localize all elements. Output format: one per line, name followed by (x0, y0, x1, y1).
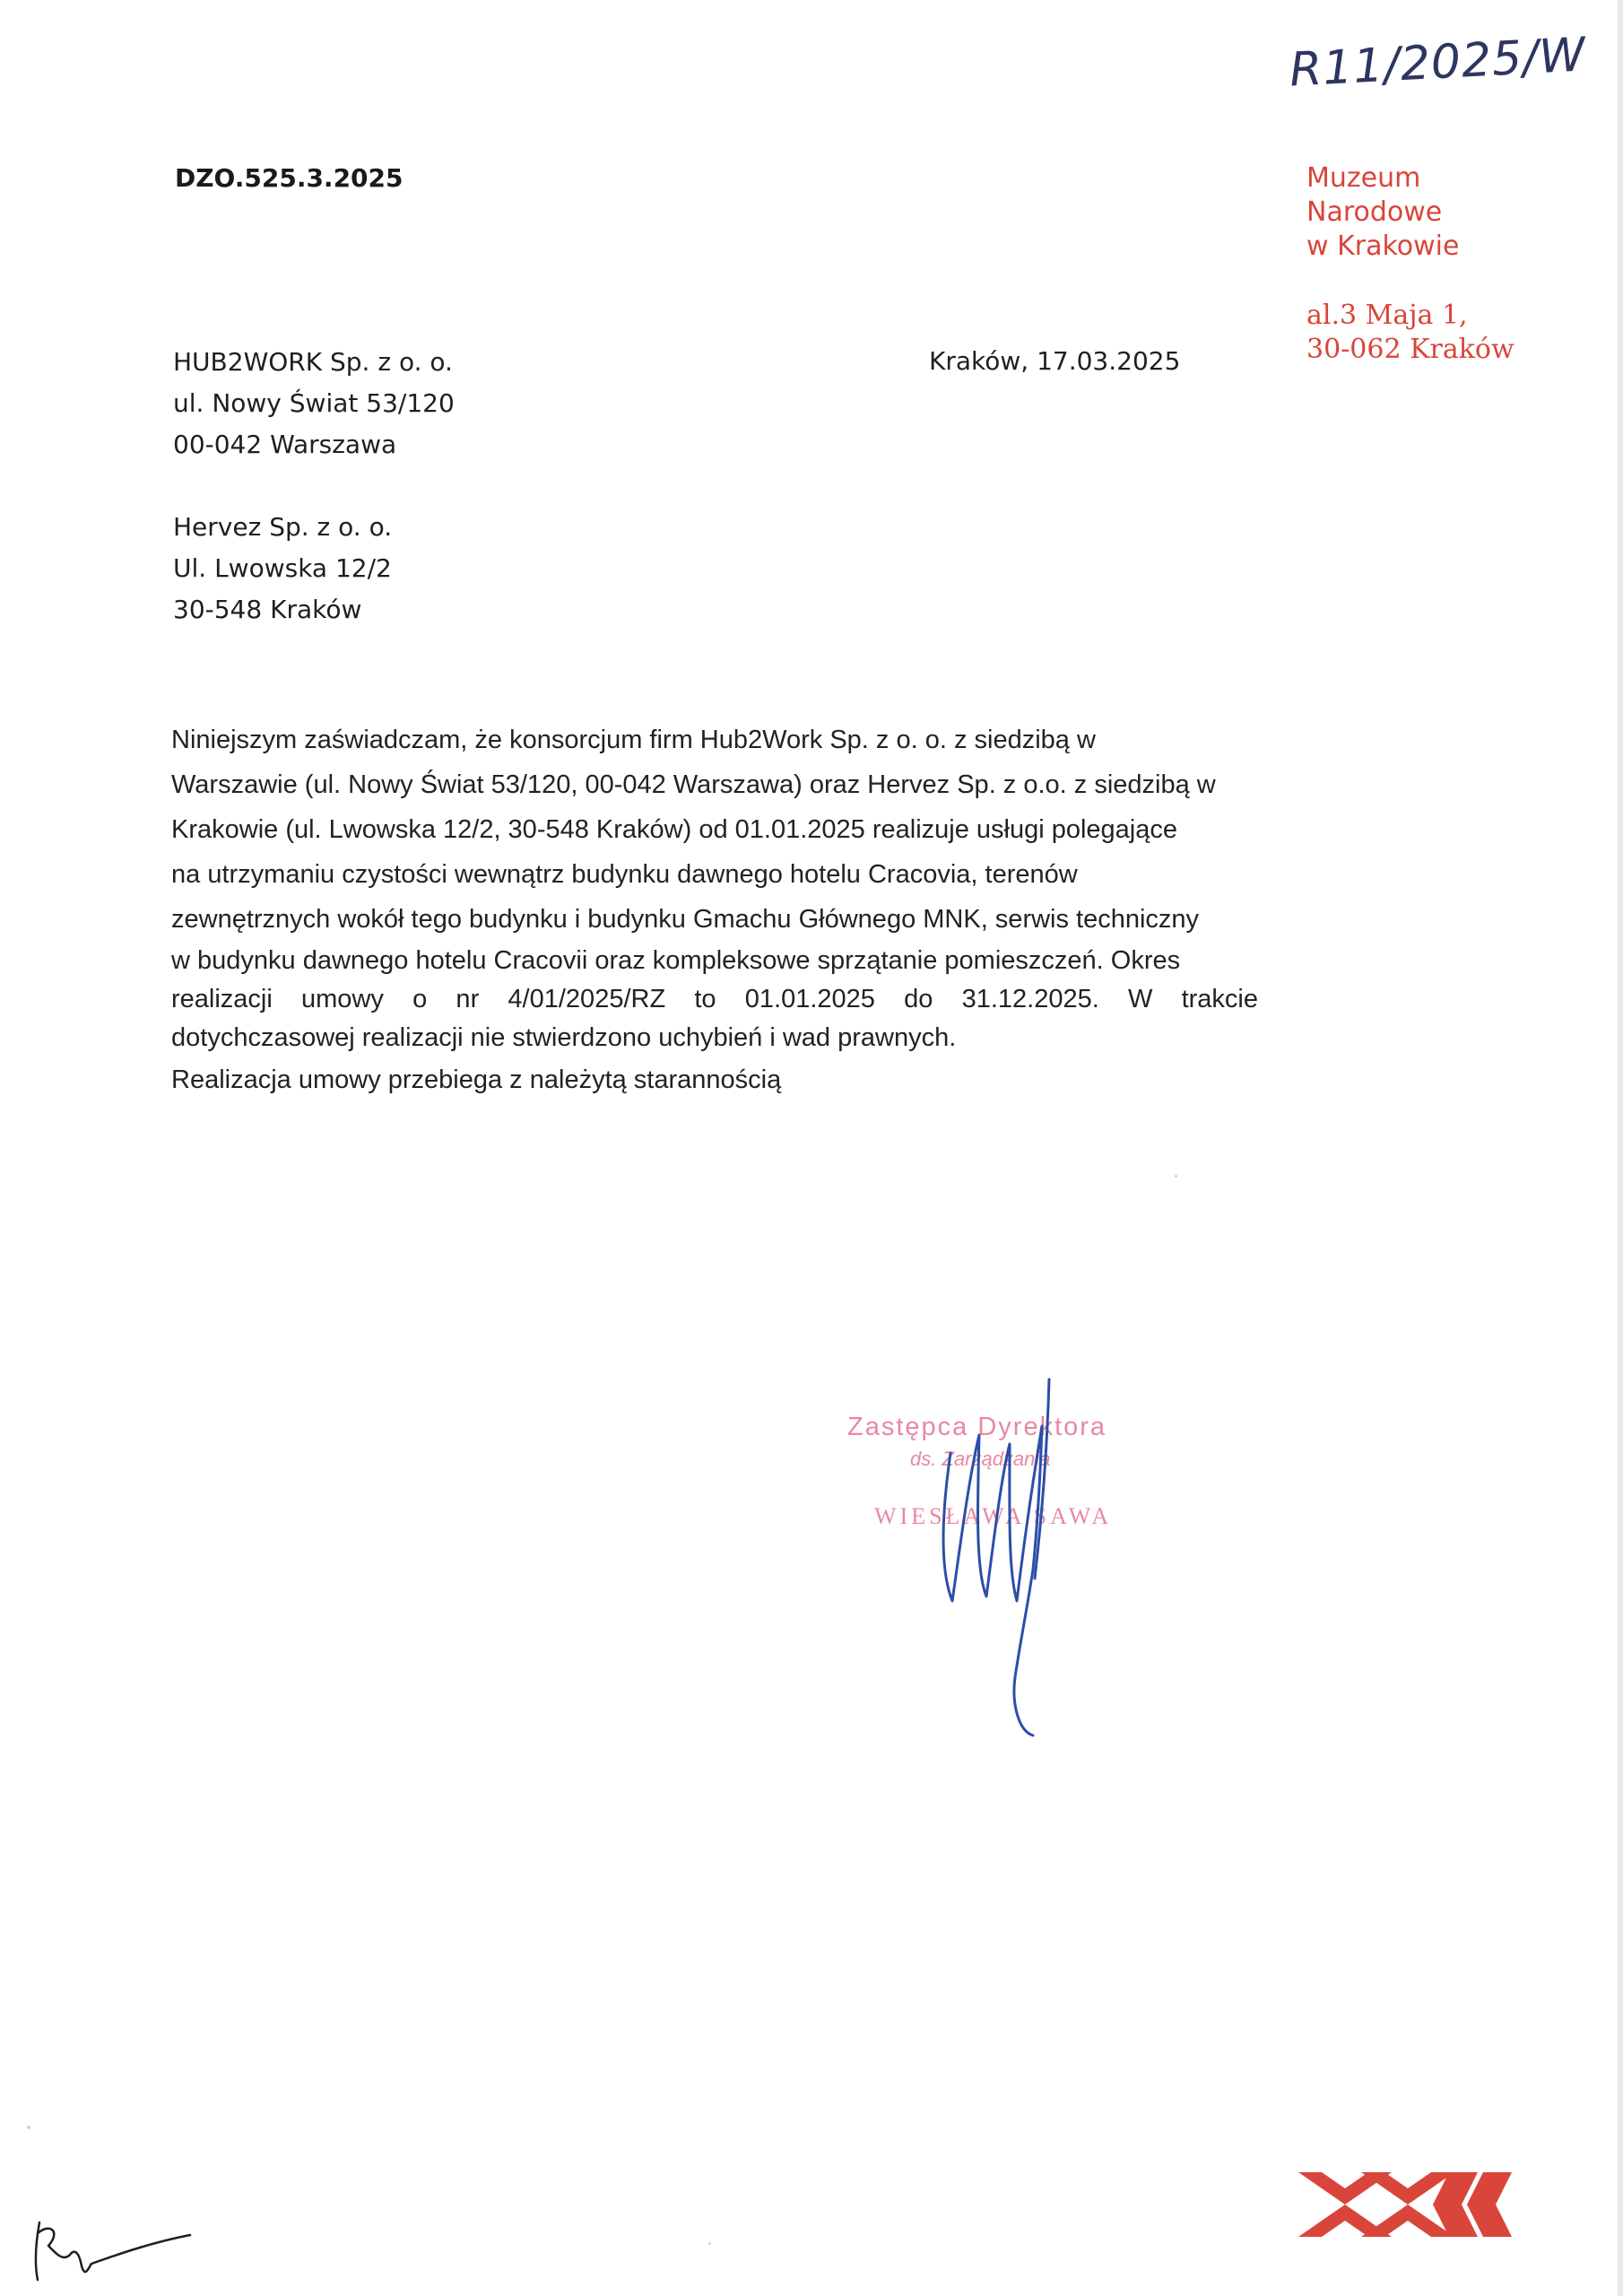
body-line: dotychczasowej realizacji nie stwierdzono uchybień i wad prawnych. (171, 1023, 957, 1052)
mnk-logo-icon (1298, 2169, 1523, 2240)
scan-speck (708, 2242, 711, 2245)
address-line: HUB2WORK Sp. z o. o. (173, 347, 453, 377)
scan-speck (27, 2126, 30, 2129)
handwritten-reference: R11/2025/W (1288, 28, 1588, 98)
address-line: 30-548 Kraków (173, 595, 362, 624)
museum-name (1306, 161, 1459, 264)
body-line: Warszawie (ul. Nowy Świat 53/120, 00-042 Warszawa) oraz Hervez Sp. z o.o. z siedzibą w (171, 770, 1216, 799)
body-line: w budynku dawnego hotelu Cracovii oraz kompleksowe sprzątanie pomieszczeń. Okres (171, 946, 1181, 975)
museum-name-line: Muzeum (1306, 162, 1421, 194)
page-edge-shadow (1618, 0, 1623, 2296)
signature-stroke (943, 1426, 1042, 1735)
stamp-name: WIESŁAWA SAWA (874, 1503, 1113, 1529)
body-line: na utrzymaniu czystości wewnątrz budynku dawnego hotelu Cracovia, terenów (171, 860, 1078, 889)
handwritten-initials-image (27, 2215, 197, 2287)
museum-address-line: 30-062 Kraków (1306, 334, 1515, 365)
body-line: Krakowie (ul. Lwowska 12/2, 30-548 Kraków) od 01.01.2025 realizuje usługi polegające (171, 815, 1178, 844)
stamp-department: ds. Zarządzania (910, 1448, 1051, 1470)
recipient-address-hervez (173, 507, 392, 631)
address-line: Hervez Sp. z o. o. (173, 512, 393, 542)
recipient-address-hub2work (173, 342, 455, 465)
document-number: DZO.525.3.2025 (175, 163, 404, 193)
address-line: ul. Nowy Świat 53/120 (173, 388, 455, 418)
letter-body (171, 718, 1258, 1102)
body-line: Realizacja umowy przebiega z należytą starannością (171, 1065, 782, 1094)
body-line: Niniejszym zaświadczam, że konsorcjum firm Hub2Work Sp. z o. o. z siedzibą w (171, 726, 1096, 754)
signature-stroke (1035, 1379, 1049, 1578)
museum-name-line: w Krakowie (1306, 230, 1460, 262)
address-line: Ul. Lwowska 12/2 (173, 553, 392, 583)
scan-speck (1175, 1175, 1177, 1178)
museum-name-line: Narodowe (1306, 196, 1443, 228)
stamp-title: Zastępca Dyrektora (847, 1413, 1107, 1441)
initials-stroke (36, 2222, 190, 2280)
address-line: 00-042 Warszawa (173, 430, 397, 459)
museum-address (1306, 299, 1515, 367)
place-date: Kraków, 17.03.2025 (929, 346, 1181, 376)
body-line: zewnętrznych wokół tego budynku i budynku Gmachu Głównego MNK, serwis techniczny (171, 905, 1200, 934)
body-line: realizacji umowy o nr 4/01/2025/RZ to 01.01.2025 do 31.12.2025. W trakcie (171, 985, 1258, 1013)
signature-image (915, 1372, 1112, 1749)
museum-address-line: al.3 Maja 1, (1306, 300, 1468, 331)
